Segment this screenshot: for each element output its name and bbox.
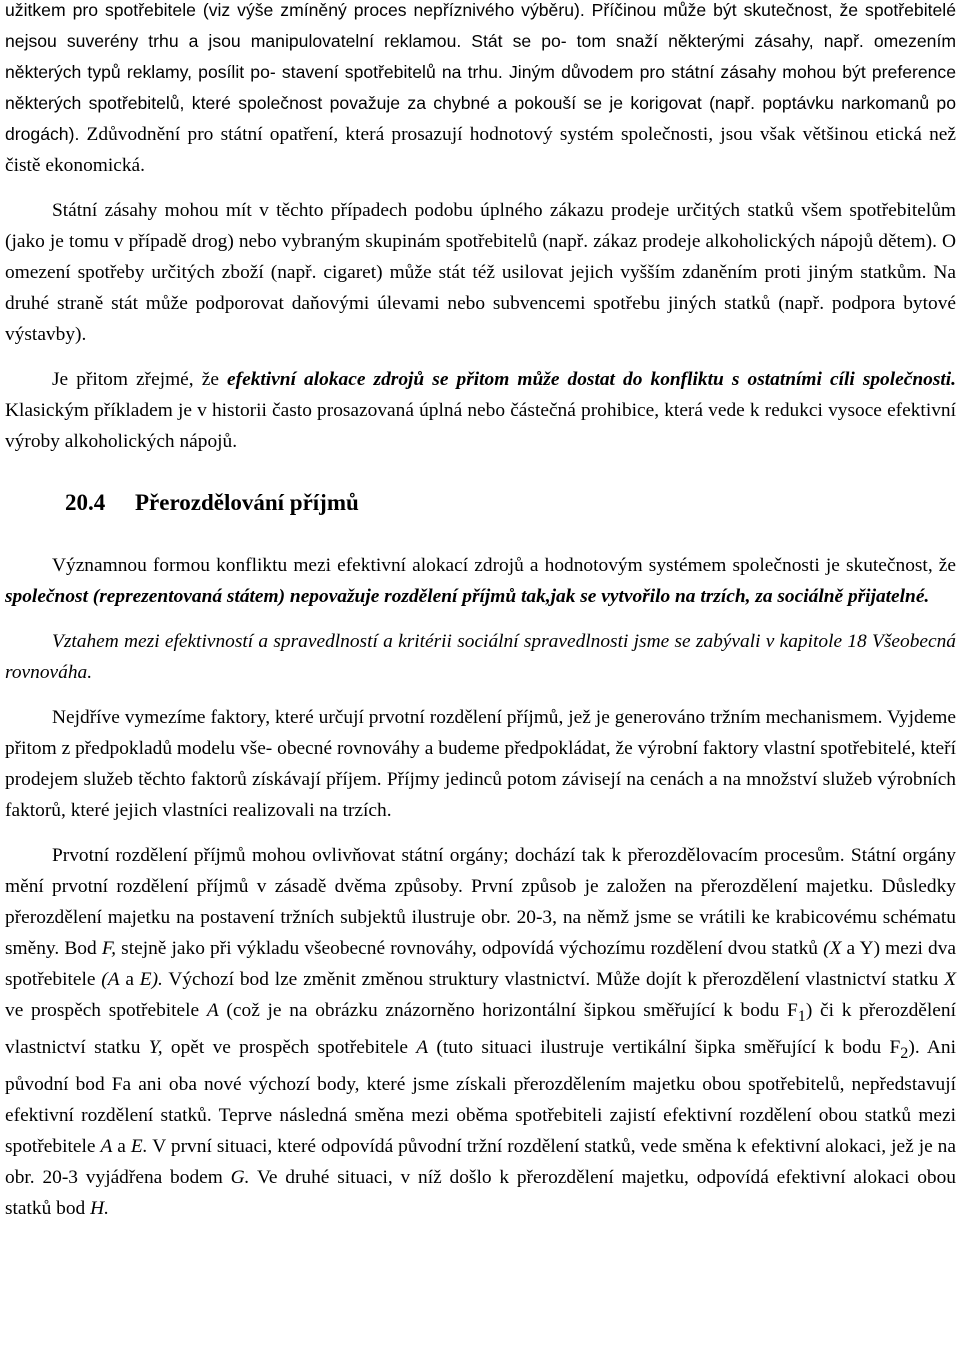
section-number: 20.4 (65, 490, 106, 515)
p7-text-2: stejně jako při výkladu všeobecné rovnováhy, odpovídá výchozímu rozdělení dvou statků (116, 938, 824, 959)
p7-text-10: ). Ani původní bod Fa ani oba nové výchozí body, které jsme získali přerozdělením majetku obou spotřebitelů, nepředstavují efektivní rozdělení statků. Teprve následná směna mezi oběma spotřebiteli zajistí efektivní rozdělení obou statků mezi spotřebitele (5, 1036, 957, 1157)
paragraph-consumer-sovereignty (5, 0, 956, 181)
p7-text-11: a (112, 1135, 131, 1157)
paragraph-allocation-conflict (5, 364, 956, 457)
p7-consumer-e-2: E. (130, 1135, 148, 1157)
p7-consumer-e: E). (139, 969, 163, 990)
paragraph-6-text: Nejdříve vymezíme faktory, které určují prvotní rozdělení příjmů, jež je generováno tržním mechanismem. Vyjdeme přitom z předpokladů modelu vše- obecné rovnováhy a budeme předpokládat, že výrobní faktory vlastní spotřebitelé, kteří prodejem služeb těchto faktorů získávají příjem. Příjmy jedinců potom závisejí na cenách a na množství služeb výrobních faktorů, které jejich vlastníci realizovali na trzích. (5, 707, 956, 821)
p7-text-12: V první situaci, které odpovídá původní tržní rozdělení statků, vede směna k efektivní alokaci, jež je na obr. 20-3 vyjádřena bodem (5, 1135, 956, 1188)
p7-text-4: Výchozí bod lze změnit změnou struktury vlastnictví. Může dojít k přerozdělení vlastnictví statku (162, 969, 945, 990)
paragraph-4-lead: Významnou formou konfliktu mezi efektivní alokací zdrojů a hodnotovým systémem společnosti je skutečnost, že (52, 555, 956, 576)
section-heading (5, 487, 956, 518)
paragraph-5-text: Vztahem mezi efektivností a spravedlností a kritérii sociální spravedlnosti jsme se zabývali v kapitole 18 Všeobecná rovnováha. (5, 631, 956, 683)
p7-text-1: Prvotní rozdělení příjmů mohou ovlivňovat státní orgány; dochází tak k přerozdělovacím procesům. Státní orgány mění prvotní rozdělení příjmů v zásadě dvěma způsoby. První způsob je založen na přerozdělení majetku. Důsledky přerozdělení majetku na postavení tržních subjektů ilustruje obr. 20-3, na němž jsme se vrátili ke krabicovému schématu směny. Bod (5, 845, 956, 959)
p7-point-g: G. (230, 1166, 250, 1188)
paragraph-state-interventions (5, 195, 956, 350)
p7-text-13: Ve druhé situaci, v níž došlo k přerozdělení majetku, odpovídá efektivní alokaci obou statků bod (5, 1166, 956, 1219)
p7-subscript-2: 2 (900, 1044, 909, 1062)
paragraph-3-rest: Klasickým příkladem je v historii často prosazovaná úplná nebo částečná prohibice, která vede k redukci vysoce efektivní výroby alkoholických nápojů. (5, 400, 956, 452)
p7-goods-x: (X (823, 938, 842, 959)
p7-text-5: ve prospěch spotřebitele (5, 1000, 207, 1021)
paragraph-chapter-reference (5, 626, 956, 688)
p7-text-7: ) či k přerozdělení vlastnictví statku (5, 1000, 956, 1058)
p7-good-x: X (944, 969, 956, 990)
paragraph-3-emphasis: efektivní alokace zdrojů se přitom může dostat do konfliktu s ostatními cíli společnosti. (227, 369, 957, 390)
p7-text-3: a Y) mezi dva spotřebitele (5, 938, 956, 990)
paragraph-3-lead: Je přitom zřejmé, že (52, 369, 228, 390)
p7-subscript-1: 1 (797, 1007, 806, 1025)
paragraph-1-sans-text: užitkem pro spotřebitele (viz výše zmíněný proces nepříznivého výběru). Příčinou může být skutečnost, že spotřebitelé nejsou suverény trhu a jsou manipulovatelní reklamou. Stát se po- tom snaží některými zásahy, např. omezením některých typů reklamy, posílit po- stavení spotřebitelů na trhu. Jiným důvodem pro státní zásahy mohou být preference některých spotřebitelů, které společnost považuje za chybné a pokouší se je korigovat (např. poptávku narkomanů po drogách). (5, 0, 956, 144)
section-title: Přerozdělování příjmů (135, 490, 359, 515)
p7-consumer-a-3: A (416, 1036, 429, 1058)
paragraph-primary-distribution (5, 702, 956, 826)
p7-text-8: opět ve prospěch spotřebitele (162, 1036, 417, 1058)
document-page (5, 0, 956, 1224)
p7-text-3b: a (119, 969, 140, 990)
paragraph-redistribution (5, 840, 956, 1224)
p7-good-y: Y, (148, 1036, 163, 1058)
paragraph-1-serif-text: Zdůvodnění pro státní opatření, která prosazují hodnotový systém společnosti, jsou však většinou etická než čistě ekonomická. (5, 124, 956, 176)
p7-consumer-a-4: A (100, 1135, 113, 1157)
paragraph-income-distribution (5, 550, 956, 612)
paragraph-4-emphasis: společnost (reprezentovaná státem) nepovažuje rozdělení příjmů tak,jak se vytvořilo na trzích, za sociálně přijatelné. (5, 586, 930, 607)
p7-text-6: (což je na obrázku znázorněno horizontální šipkou směřující k bodu F (218, 1000, 798, 1021)
p7-consumer-a: (A (101, 969, 120, 990)
paragraph-2-text: Státní zásahy mohou mít v těchto případech podobu úplného zákazu prodeje určitých statků všem spotřebitelům (jako je tomu v případě drog) nebo vybraným skupinám spotřebitelů (např. zákaz prodeje alkoholických nápojů dětem). O omezení spotřeby určitých zboží (např. cigaret) může stát též usilovat jejich vyšším zdaněním proti jiným statkům. Na druhé straně stát může podporovat daňovými úlevami nebo subvencemi spotřebu jiných statků (např. podpora bytové výstavby). (5, 200, 956, 345)
p7-text-9: (tuto situaci ilustruje vertikální šipka směřující k bodu F (428, 1036, 901, 1058)
p7-point-h: H. (90, 1197, 109, 1219)
p7-consumer-a-2: A (206, 1000, 219, 1021)
p7-point-f: F, (101, 938, 117, 959)
